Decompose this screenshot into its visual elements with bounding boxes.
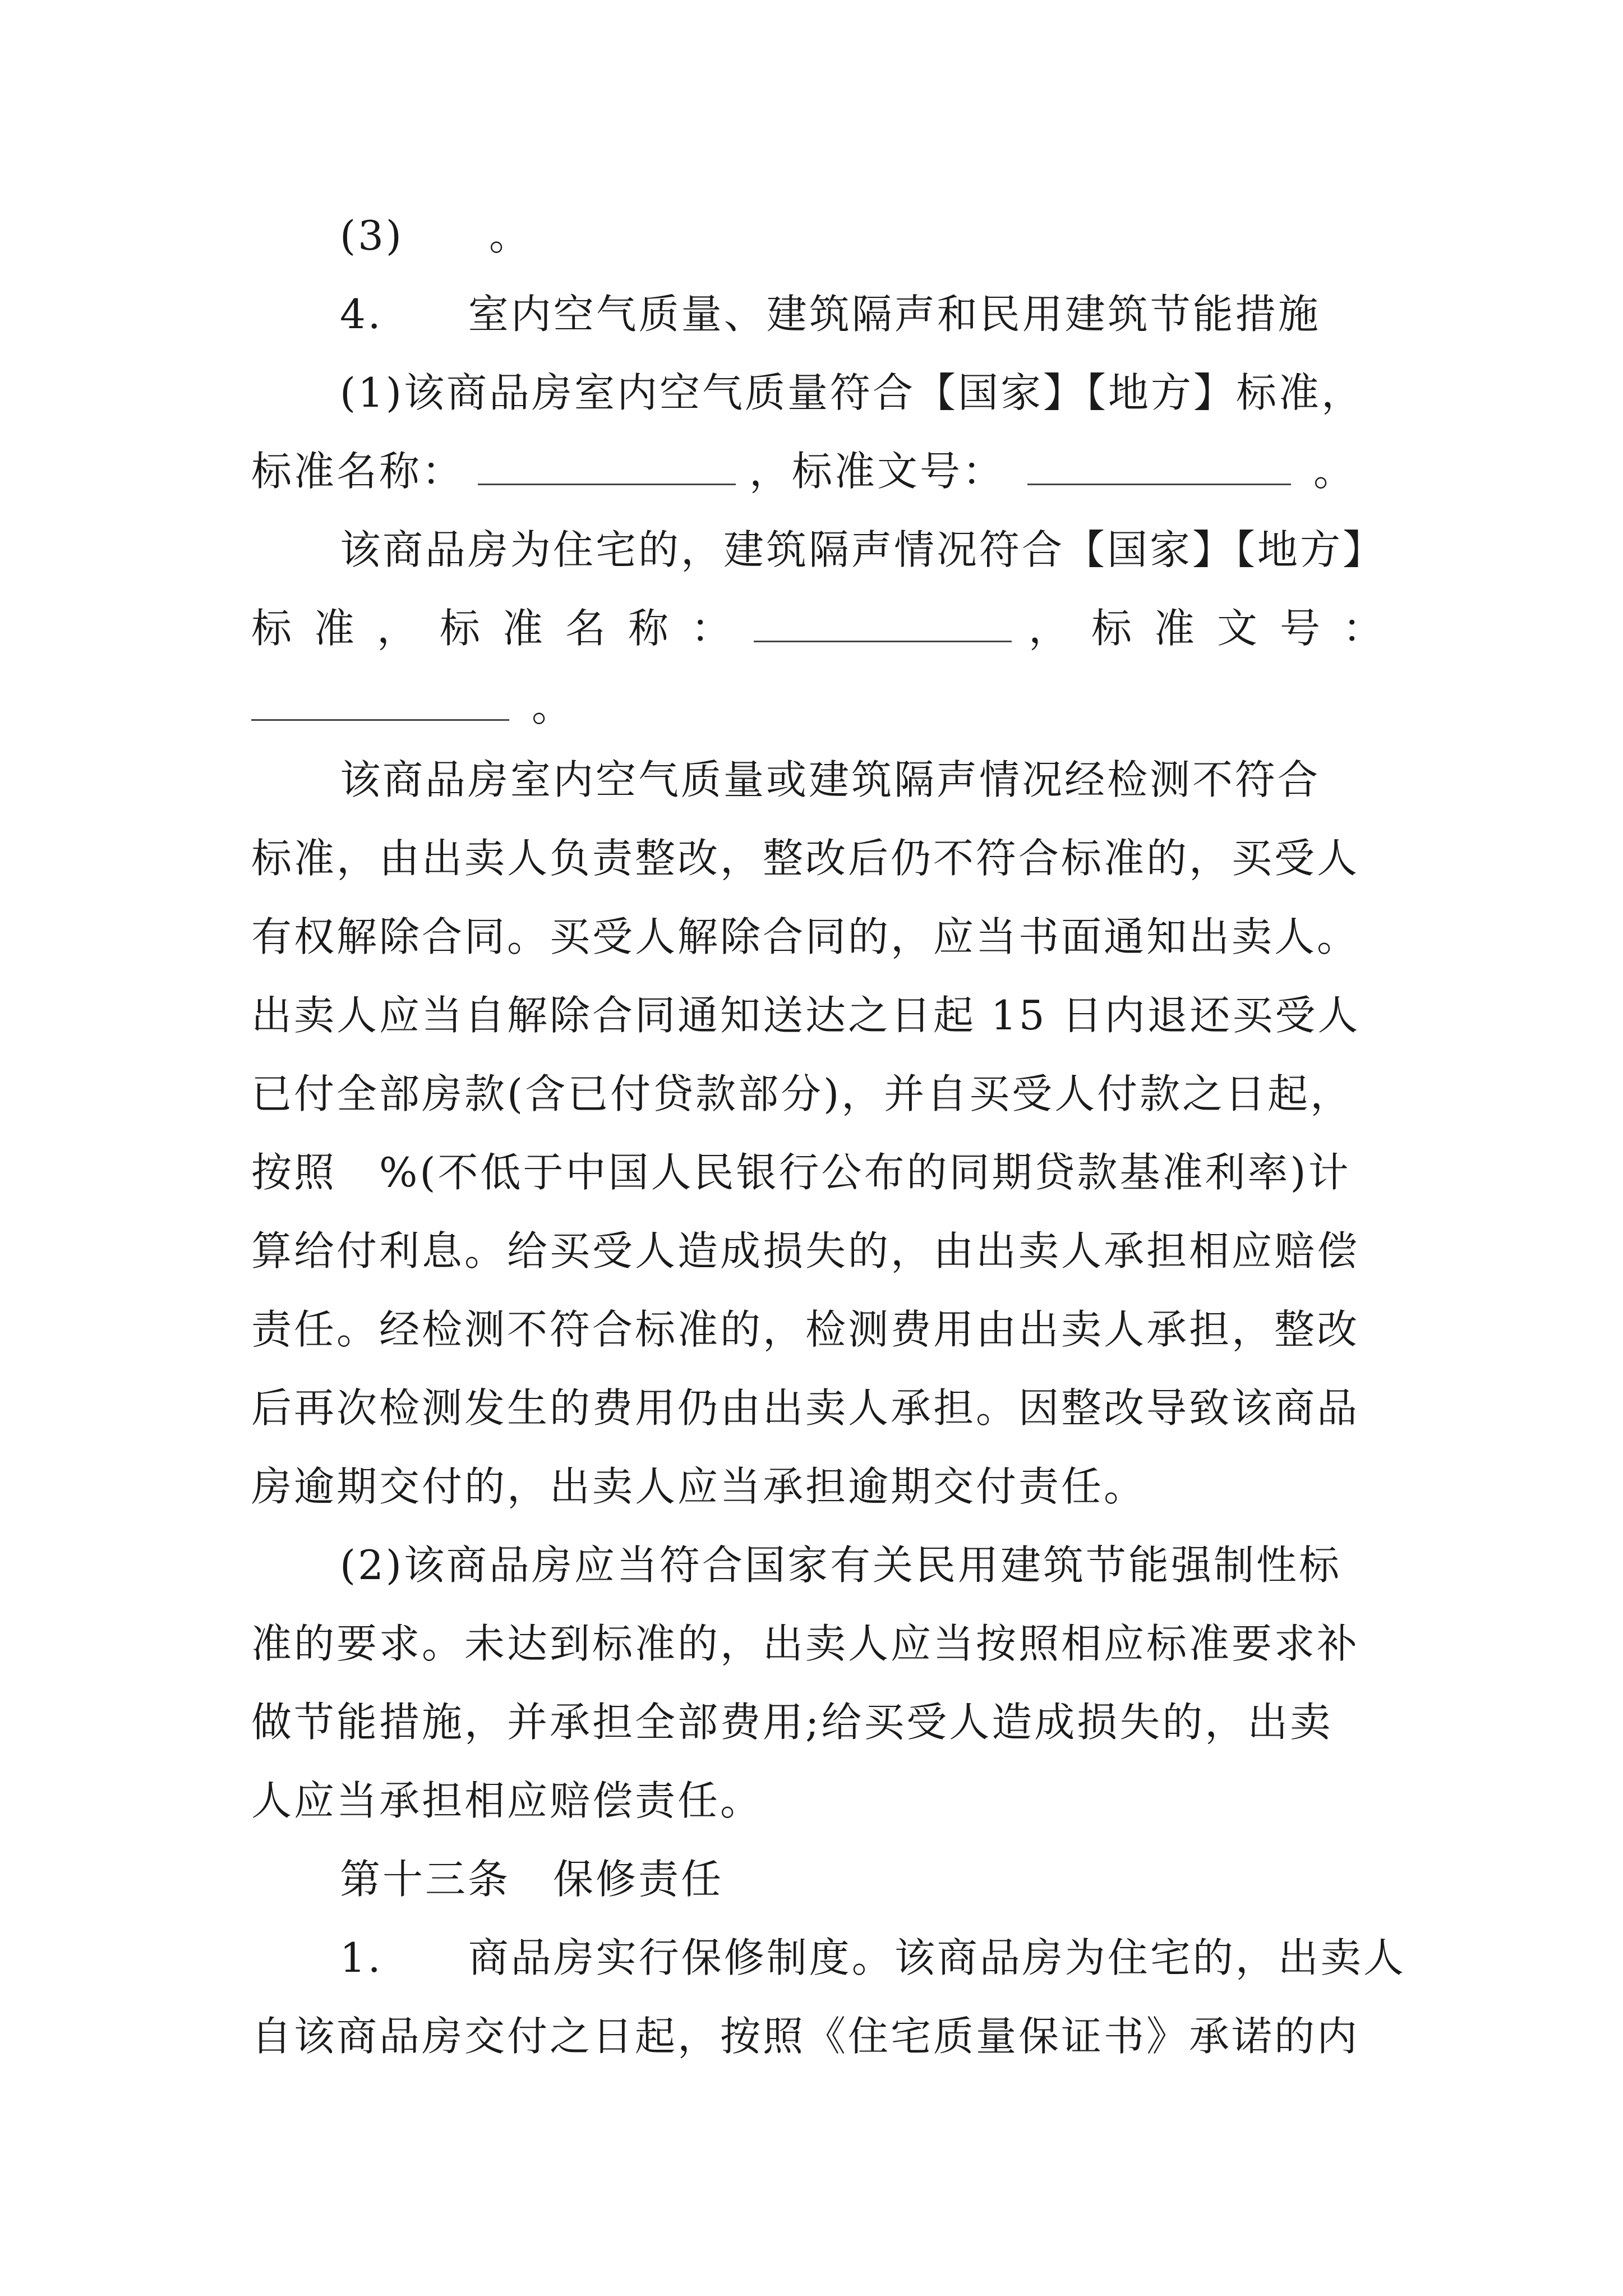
blank-standard-number[interactable] — [1027, 450, 1291, 485]
section-heading-4: 4. 室内空气质量、建筑隔声和民用建筑节能措施 — [340, 291, 1321, 338]
paragraph-line: 做节能措施，并承担全部费用;给买受人造成损失的，出卖 — [251, 1699, 1333, 1746]
clause-item-3: (3) 。 — [340, 212, 532, 259]
blank-standard-name[interactable] — [754, 607, 1012, 642]
paragraph-line: 该商品房室内空气质量或建筑隔声情况经检测不符合 — [340, 756, 1321, 803]
paragraph-line: 准的要求。未达到标准的，出卖人应当按照相应标准要求补 — [251, 1620, 1360, 1667]
standard-name-line — [251, 443, 1356, 499]
paragraph-line: 已付全部房款(含已付贷款部分)，并自买受人付款之日起， — [251, 1070, 1353, 1117]
paragraph-line: 自该商品房交付之日起，按照《住宅质量保证书》承诺的内 — [251, 2013, 1360, 2060]
paragraph-line: 房逾期交付的，出卖人应当承担逾期交付责任。 — [251, 1463, 1147, 1510]
paragraph-line: 该商品房为住宅的，建筑隔声情况符合【国家】【地方】 — [340, 526, 1386, 573]
period: 。 — [532, 683, 575, 730]
paragraph-line: 1. 商品房实行保修制度。该商品房为住宅的，出卖人 — [340, 1934, 1406, 1981]
paragraph-line: 出卖人应当自解除合同通知送达之日起 15 日内退还买受人 — [251, 992, 1361, 1039]
label-standard-number: ，标准文号： — [1029, 605, 1406, 652]
label-standard-number: ，标准文号： — [749, 448, 1006, 495]
blank-standard-name[interactable] — [478, 450, 736, 485]
paragraph-line: 算给付利息。给买受人造成损失的，由出卖人承担相应赔偿 — [251, 1227, 1360, 1274]
standard-number-line — [251, 679, 574, 735]
paragraph-line: (2)该商品房应当符合国家有关民用建筑节能强制性标 — [340, 1542, 1341, 1589]
label-standard-name: 标准，标准名称： — [251, 605, 754, 652]
standard-name-line — [251, 600, 1405, 656]
paragraph-line: 人应当承担相应赔偿责任。 — [251, 1777, 763, 1824]
blank-standard-number[interactable] — [251, 685, 509, 721]
article-heading-13: 第十三条 保修责任 — [340, 1856, 724, 1903]
period: 。 — [1313, 448, 1357, 495]
label-standard-name: 标准名称： — [251, 448, 465, 495]
paragraph-line: 后再次检测发生的费用仍由出卖人承担。因整改导致该商品 — [251, 1384, 1360, 1432]
paragraph-line: 责任。经检测不符合标准的，检测费用由出卖人承担，整改 — [251, 1306, 1360, 1353]
paragraph-line: 标准，由出卖人负责整改，整改后仍不符合标准的，买受人 — [251, 835, 1360, 882]
paragraph-line: 有权解除合同。买受人解除合同的，应当书面通知出卖人。 — [251, 913, 1360, 960]
paragraph-line: 按照 %(不低于中国人民银行公布的同期贷款基准利率)计 — [251, 1149, 1351, 1196]
paragraph-line: (1)该商品房室内空气质量符合【国家】【地方】标准， — [340, 369, 1364, 416]
